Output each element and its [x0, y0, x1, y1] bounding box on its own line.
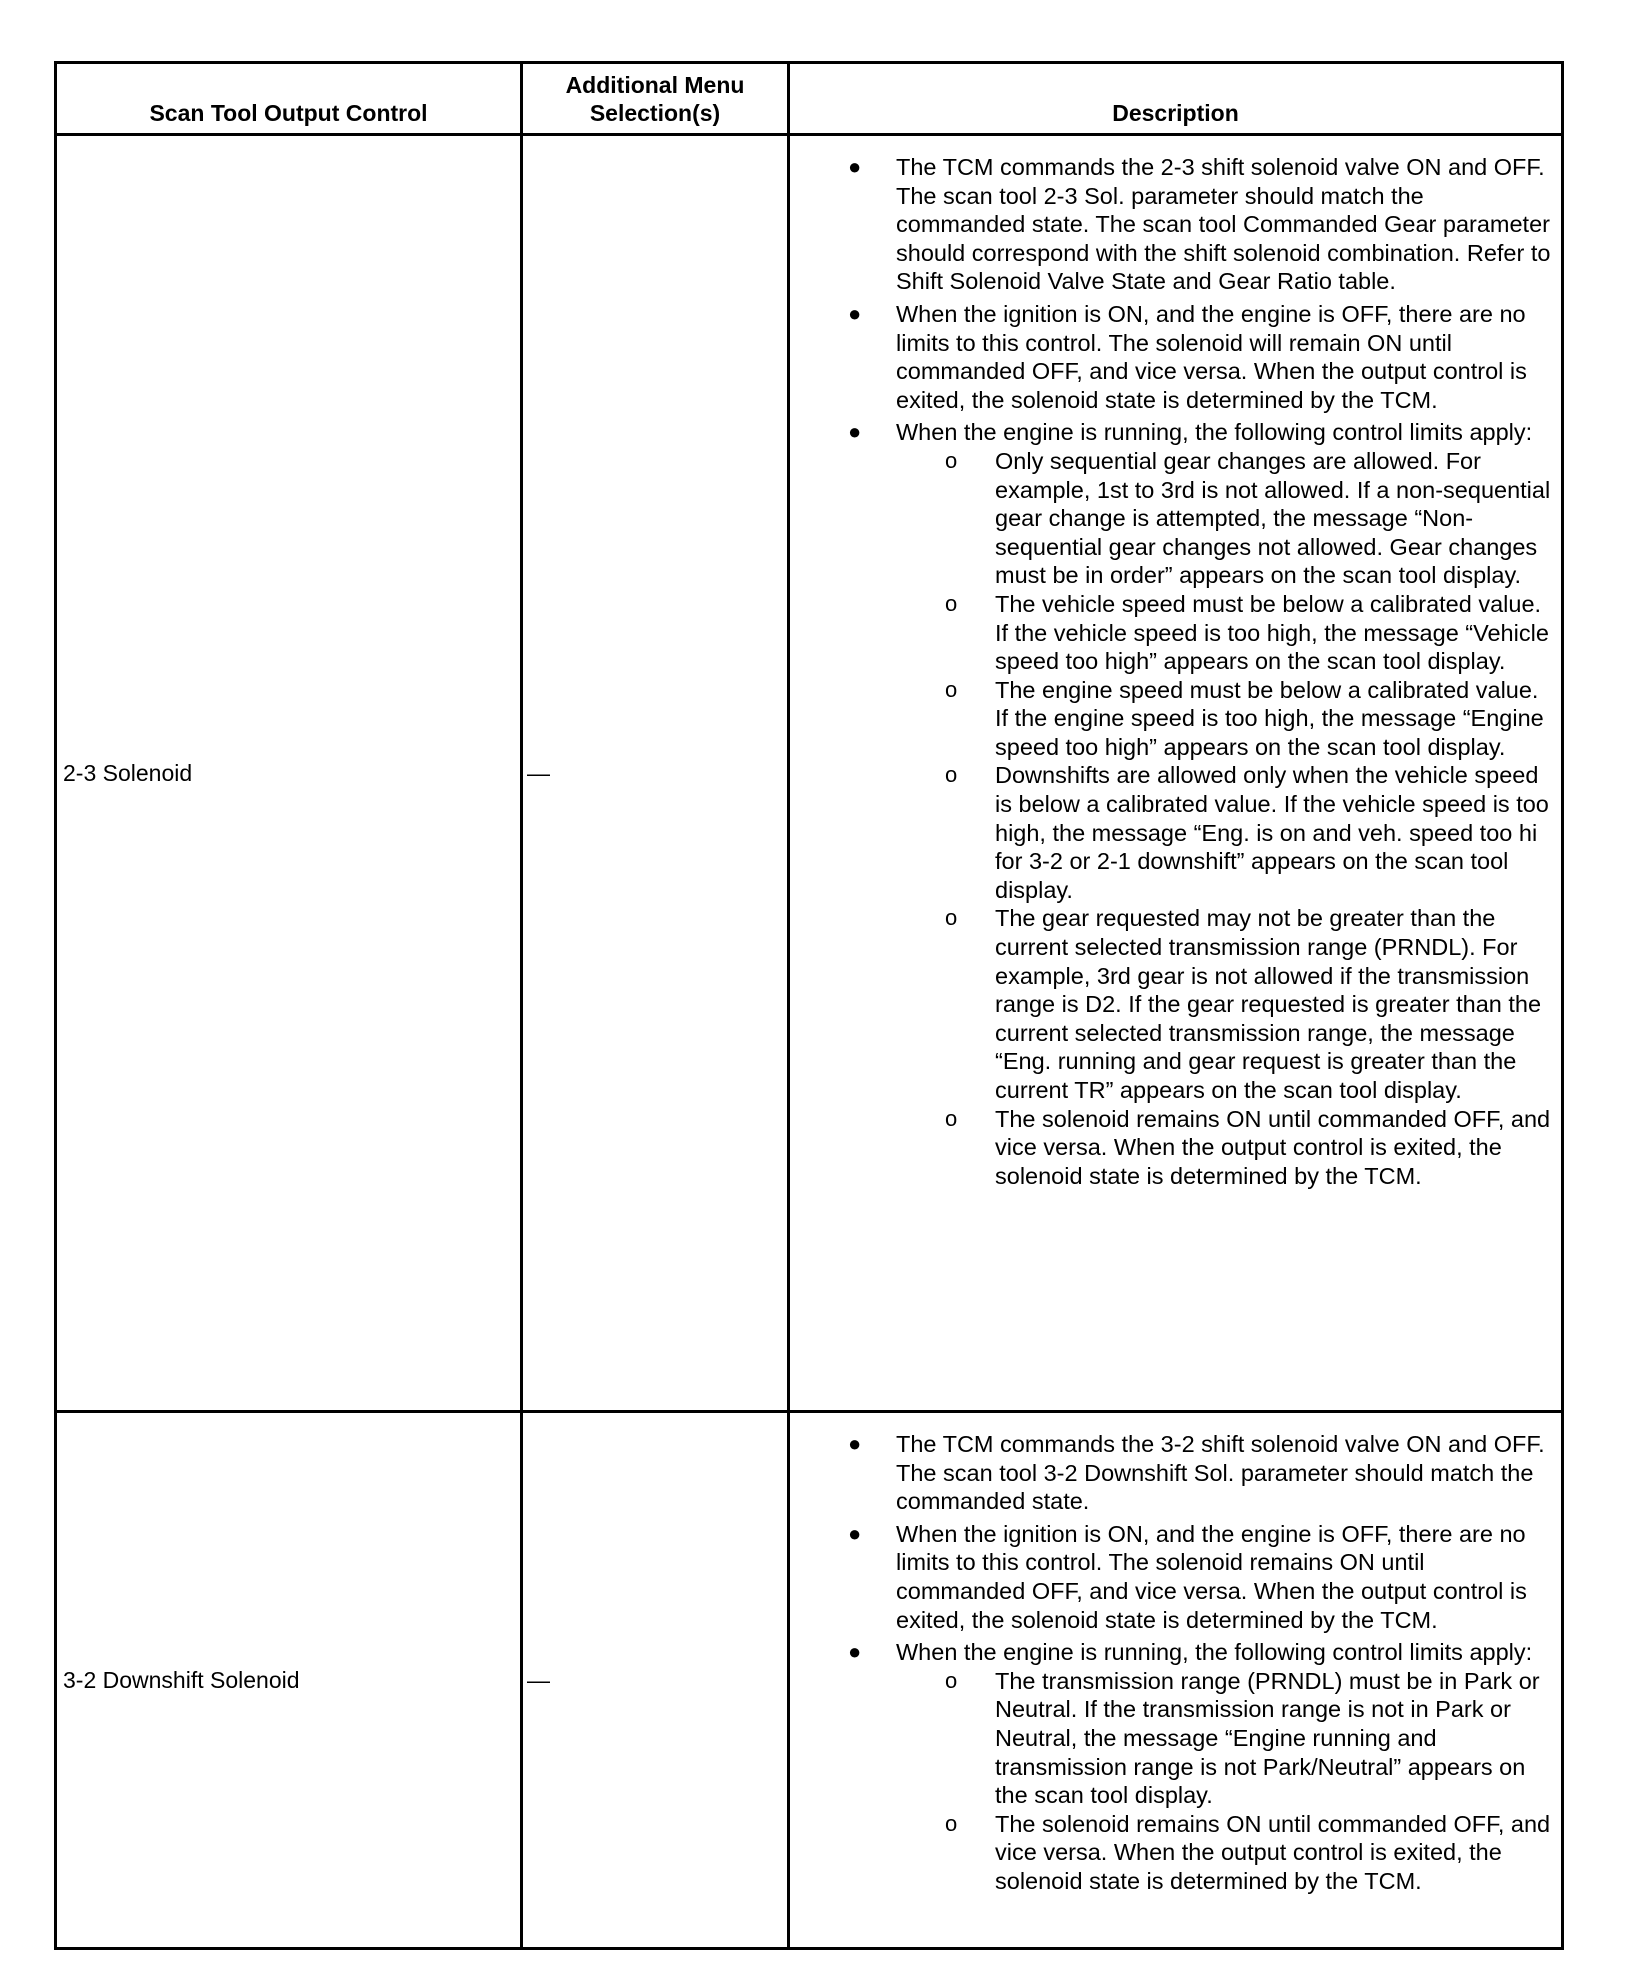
sub-bullet-text: The transmission range (PRNDL) must be in Park or Neutral. If the transmission range is not in Park or Neutral, the message “Engine running and transmission range is not Park/Neutral” appears on the scan tool display. — [995, 1667, 1540, 1809]
menu-selection: — — [522, 1412, 789, 1949]
sub-bullet-item — [790, 676, 1555, 762]
table-row — [56, 1412, 1563, 1949]
sub-bullet-text: The solenoid remains ON until commanded OFF, and vice versa. When the output control is exited, the solenoid state is determined by the TCM. — [995, 1810, 1551, 1894]
header-menu-line1: Additional Menu — [565, 72, 745, 98]
sub-bullet-text: Downshifts are allowed only when the vehicle speed is below a calibrated value. If the vehicle speed is too high, the message “Eng. is on and veh. speed too hi for 3-2 or 2-1 downshift” appears on the scan tool display. — [995, 762, 1549, 903]
bullet-item — [790, 300, 1555, 414]
bullet-item — [790, 1430, 1555, 1516]
control-name: 3-2 Downshift Solenoid — [56, 1412, 522, 1949]
sub-bullet-text: The gear requested may not be greater than the current selected transmission range (PRNDL). For example, 3rd gear is not allowed if the transmission range is D2. If the gear requested is greater than the current selected transmission range, the message “Eng. running and gear request is greater than the current TR” appears on the scan tool display. — [995, 905, 1542, 1103]
bullet-icon: ● — [848, 300, 862, 326]
sub-bullet-item — [790, 761, 1555, 904]
bullet-list — [790, 1430, 1555, 1896]
header-menu-line2: Selection(s) — [589, 100, 721, 126]
output-control-table — [54, 61, 1564, 1950]
sub-bullet-text: Only sequential gear changes are allowed. For example, 1st to 3rd is not allowed. If a non-sequential gear change is attempted, the message “Non-sequential gear changes not allowed. Gear changes must be in order” appears on the scan tool display. — [995, 447, 1551, 589]
sub-bullet-item — [790, 1105, 1555, 1191]
bullet-text: When the ignition is ON, and the engine is OFF, there are no limits to this control. The solenoid will remain ON until commanded OFF, and vice versa. When the output control is exited, the solenoid state is determined by the TCM. — [896, 300, 1527, 413]
bullet-item — [790, 1638, 1555, 1895]
header-description: Description — [789, 63, 1563, 135]
sub-bullet-icon: o — [945, 762, 958, 788]
bullet-item — [790, 153, 1555, 296]
bullet-icon: ● — [848, 1431, 862, 1456]
bullet-item — [790, 418, 1555, 1190]
sub-bullet-item — [790, 590, 1555, 676]
bullet-text: The TCM commands the 3-2 shift solenoid valve ON and OFF. The scan tool 3-2 Downshift Sol. parameter should match the commanded state. — [896, 1431, 1545, 1515]
sub-bullet-icon: o — [945, 1667, 958, 1693]
control-name: 2-3 Solenoid — [56, 135, 522, 1412]
sub-bullet-list — [896, 1667, 1555, 1896]
bullet-text: When the ignition is ON, and the engine is OFF, there are no limits to this control. The solenoid remains ON until commanded OFF, and vice versa. When the output control is exited, the solenoid state is determined by the TCM. — [896, 1520, 1527, 1633]
sub-bullet-icon: o — [945, 590, 958, 616]
sub-bullet-icon: o — [945, 905, 958, 931]
bullet-text: When the engine is running, the following control limits apply: — [896, 1639, 1533, 1666]
bullet-list — [790, 153, 1555, 1190]
sub-bullet-icon: o — [945, 1810, 958, 1836]
bullet-text: When the engine is running, the following control limits apply: — [896, 419, 1533, 446]
header-row — [56, 63, 1563, 135]
sub-bullet-icon: o — [945, 1105, 958, 1131]
sub-bullet-item — [790, 904, 1555, 1104]
bullet-text: The TCM commands the 2-3 shift solenoid valve ON and OFF. The scan tool 2-3 Sol. parameter should match the commanded state. The scan tool Commanded Gear parameter should correspond with the shift solenoid combination. Refer to Shift Solenoid Valve State and Gear Ratio table. — [896, 154, 1551, 295]
description-cell — [789, 1412, 1563, 1949]
sub-bullet-item — [790, 1810, 1555, 1896]
bullet-icon: ● — [848, 154, 862, 179]
description-cell — [789, 135, 1563, 1412]
header-additional-menu-selections — [522, 63, 789, 135]
sub-bullet-text: The solenoid remains ON until commanded OFF, and vice versa. When the output control is exited, the solenoid state is determined by the TCM. — [995, 1105, 1551, 1189]
bullet-icon: ● — [848, 419, 862, 445]
table-row — [56, 135, 1563, 1412]
menu-selection: — — [522, 135, 789, 1412]
sub-bullet-text: The engine speed must be below a calibrated value. If the engine speed is too high, the message “Engine speed too high” appears on the scan tool display. — [995, 676, 1544, 760]
bullet-item — [790, 1520, 1555, 1634]
bullet-icon: ● — [848, 1520, 862, 1546]
sub-bullet-icon: o — [945, 447, 958, 473]
bullet-icon: ● — [848, 1639, 862, 1665]
sub-bullet-icon: o — [945, 676, 958, 702]
sub-bullet-item — [790, 1667, 1555, 1810]
sub-bullet-item — [790, 447, 1555, 590]
header-scan-tool-output-control: Scan Tool Output Control — [56, 63, 522, 135]
sub-bullet-list — [896, 447, 1555, 1190]
sub-bullet-text: The vehicle speed must be below a calibrated value. If the vehicle speed is too high, the message “Vehicle speed too high” appears on the scan tool display. — [995, 590, 1549, 675]
